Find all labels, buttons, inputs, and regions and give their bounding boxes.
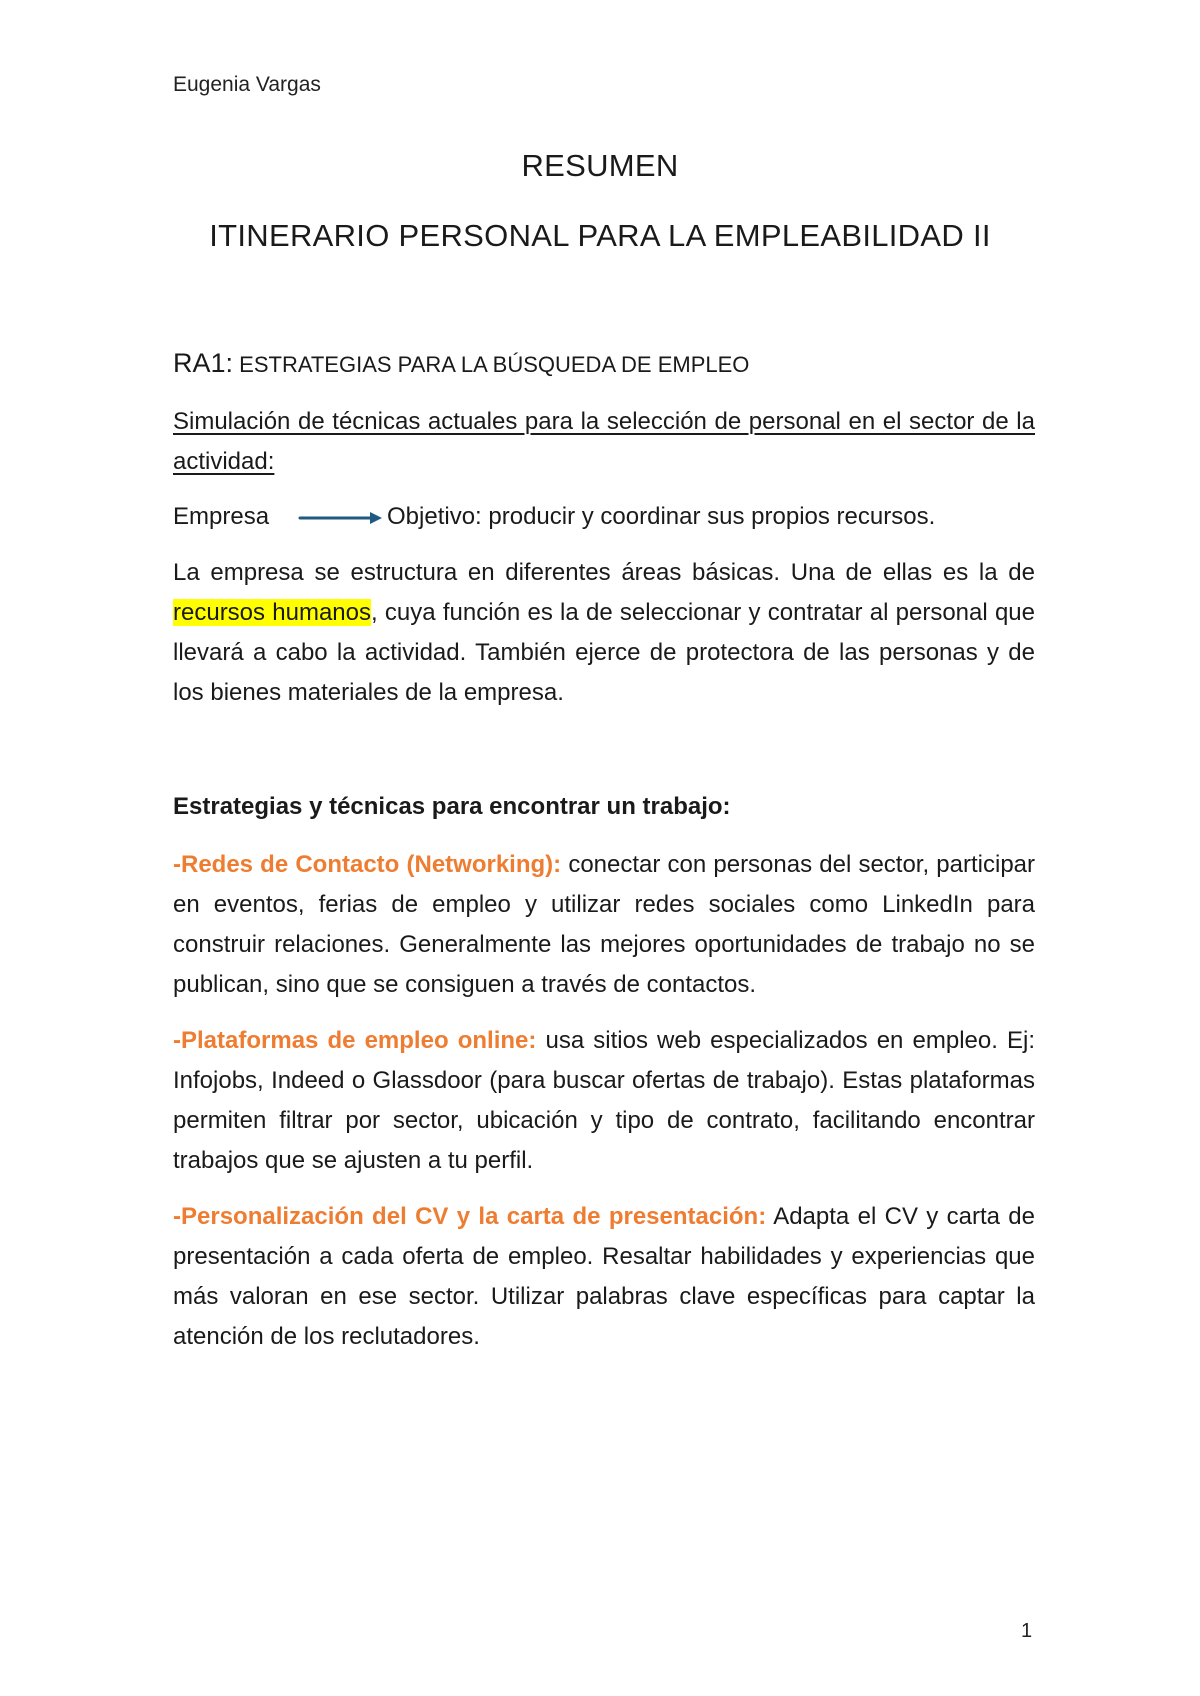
structure-text-before: La empresa se estructura en diferentes áreas básicas. Una de ellas es la de — [173, 559, 1035, 586]
author-name: Eugenia Vargas — [173, 73, 321, 96]
company-objective-line — [173, 497, 1035, 537]
strategies-heading: Estrategias y técnicas para encontrar un trabajo: — [173, 793, 731, 820]
strategy-text: usa sitios web especializados en empleo. Ej: Infojobs, Indeed o Glassdoor (para buscar ofertas de trabajo). Estas plataformas permiten filtrar por sector, ubicación y tipo de contrato, facilitando encontrar trabajos que se ajusten a tu perfil. — [173, 1027, 1035, 1174]
structure-text-after: , cuya función es la de seleccionar y contratar al personal que llevará a cabo la actividad. También ejerce de protectora de las personas y de los bienes materiales de la empresa. — [173, 599, 1035, 706]
arrow-right-icon — [298, 507, 383, 527]
strategy-item — [173, 1197, 1035, 1357]
document-title: RESUMEN — [521, 148, 679, 183]
document-subtitle: ITINERARIO PERSONAL PARA LA EMPLEABILIDAD II — [209, 218, 991, 253]
strategy-item — [173, 845, 1035, 1005]
section-heading — [173, 348, 749, 379]
strategies-heading-block — [173, 787, 1035, 827]
section-title: ESTRATEGIAS PARA LA BÚSQUEDA DE EMPLEO — [239, 352, 750, 377]
strategy-text: Adapta el CV y carta de presentación a cada oferta de empleo. Resaltar habilidades y experiencias que más valoran en ese sector. Utilizar palabras clave específicas para captar la atención de los reclutadores. — [173, 1203, 1036, 1350]
strategies-list — [173, 845, 1035, 1357]
strategy-text: conectar con personas del sector, participar en eventos, ferias de empleo y utilizar redes sociales como LinkedIn para construir relaciones. Generalmente las mejores oportunidades de trabajo no se publican, sino que se consiguen a través de contactos. — [173, 851, 1036, 998]
page-number: 1 — [1021, 1620, 1033, 1642]
structure-paragraph — [173, 553, 1035, 713]
objective-text: Objetivo: producir y coordinar sus propios recursos. — [387, 503, 936, 530]
simulation-heading: Simulación de técnicas actuales para la selección de personal en el sector de la actividad: — [173, 408, 1035, 475]
simulation-heading-block — [173, 402, 1035, 482]
section-code: RA1: — [173, 348, 234, 378]
company-label: Empresa — [173, 503, 270, 530]
strategy-label: -Plataformas de empleo online: — [173, 1027, 537, 1054]
strategy-item — [173, 1021, 1035, 1181]
strategy-label: -Personalización del CV y la carta de presentación: — [173, 1203, 767, 1230]
strategy-label: -Redes de Contacto (Networking): — [173, 851, 562, 878]
highlighted-term: recursos humanos — [173, 599, 371, 626]
